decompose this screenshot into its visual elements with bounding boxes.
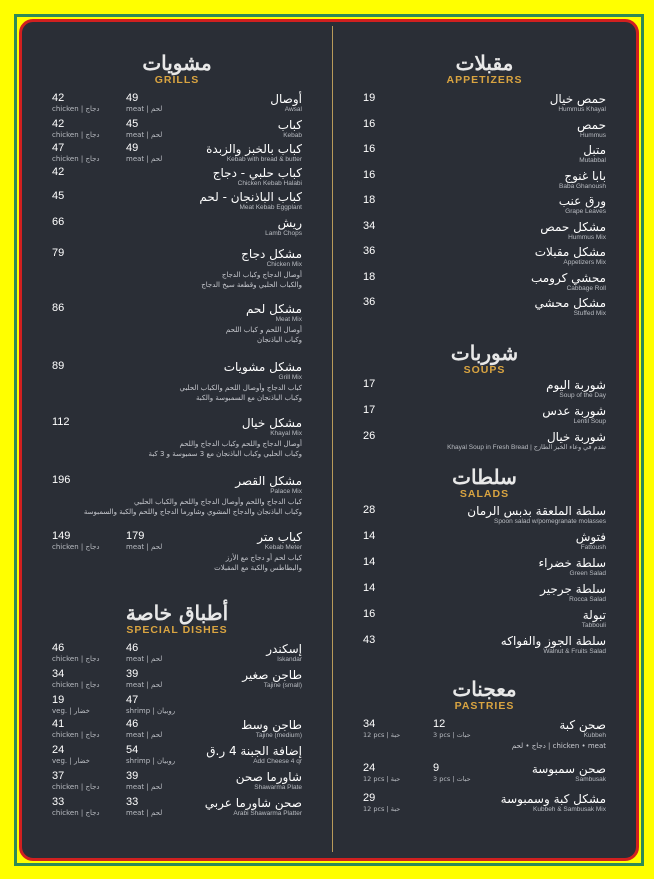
item-name-ar: مشكل مقبلات — [534, 245, 606, 259]
appetizer-item — [333, 143, 636, 167]
item-description: أوصال الدجاج وكباب الدجاج — [221, 271, 302, 279]
item-name-en: Cabbage Roll — [566, 284, 606, 292]
item-name-en: Iskandar — [277, 656, 302, 663]
price-primary-unit: chicken | دجاج — [52, 155, 100, 163]
price-primary: 42 — [52, 118, 65, 130]
item-name-ar: فتوش — [575, 530, 606, 544]
price: 16 — [363, 143, 376, 155]
price-large: 29 — [363, 792, 376, 804]
pastries-heading-en: PASTRIES — [454, 700, 515, 712]
salads-heading — [333, 466, 636, 500]
item-name-en: Khayal Soup in Fresh Bread | تقدم في وعاء الخبز الطازج — [447, 444, 606, 451]
item-name-ar: كباب — [277, 118, 302, 132]
price-large-unit: 12 pcs | حبة — [363, 731, 401, 739]
salads-heading-en: SALADS — [459, 488, 510, 500]
price: 14 — [363, 582, 376, 594]
price: 19 — [363, 92, 376, 104]
item-name-en: Sambusak — [575, 776, 606, 783]
price-primary: 86 — [52, 302, 65, 314]
item-description: كباب لحم أو دجاج مع الأرز — [225, 554, 302, 562]
price-primary: 33 — [52, 796, 65, 808]
item-name-en: Meat Kebab Eggplant — [239, 204, 302, 211]
price-primary: 149 — [52, 530, 71, 542]
item-name-en: Tajine (small) — [263, 682, 302, 689]
price-secondary: 33 — [126, 796, 139, 808]
item-name-en: Kubbeh & Sambusak Mix — [533, 806, 606, 813]
item-name-ar: مشكل خيال — [241, 416, 302, 430]
item-name-en: Stuffed Mix — [573, 310, 606, 317]
grills-heading-ar: مشويات — [142, 51, 212, 75]
appetizer-item — [333, 296, 636, 320]
item-name-en: Grape Leaves — [565, 208, 606, 215]
meat-choice-note: chicken • meat | دجاج • لحم — [511, 742, 606, 750]
price-secondary-unit: meat | لحم — [126, 155, 163, 163]
item-name-en: Kebab with bread & butter — [226, 156, 302, 163]
price-secondary: 46 — [126, 718, 139, 730]
special-heading-ar: أطباق خاصة — [125, 601, 229, 625]
salad-item — [333, 530, 636, 554]
price-primary: 19 — [52, 694, 65, 706]
price-primary: 79 — [52, 247, 65, 259]
special-item — [22, 694, 332, 720]
price-secondary: 54 — [126, 744, 139, 756]
salad-item — [333, 582, 636, 606]
menu-panel — [19, 19, 639, 861]
price-secondary-unit: meat | لحم — [126, 783, 163, 791]
price: 36 — [363, 296, 376, 308]
item-name-ar: شوربة خيال — [546, 430, 606, 444]
price-secondary-unit: meat | لحم — [126, 105, 163, 113]
soups-heading-ar: شوربات — [450, 341, 519, 365]
price-large: 24 — [363, 762, 376, 774]
price: 16 — [363, 608, 376, 620]
item-name-ar: بابا غنوج — [564, 168, 606, 183]
price-primary: 196 — [52, 474, 71, 486]
item-name-en: Soup of the Day — [559, 392, 606, 399]
item-name-en: Lentil Soup — [573, 418, 606, 425]
item-name-en: Grill Mix — [278, 374, 302, 381]
price-primary: 47 — [52, 142, 65, 154]
item-description: وكباب الباذنجان — [257, 336, 302, 344]
price-secondary-unit: meat | لحم — [126, 655, 163, 663]
item-name-ar: إسكندر — [266, 642, 302, 656]
item-name-ar: مشكل حمص — [540, 219, 606, 234]
price-primary: 45 — [52, 190, 65, 202]
item-name-en: Green Salad — [569, 570, 606, 577]
item-name-ar: مشكل كبة وسمبوسة — [500, 792, 606, 806]
item-description: أوصال الدجاج واللحم وكباب الدجاج واللحم — [179, 440, 302, 448]
grill-item — [22, 416, 332, 456]
item-description: كباب الدجاج وأوصال اللحم والكباب الحلبي — [179, 384, 302, 392]
item-name-ar: كباب متر — [257, 530, 302, 544]
item-name-ar: شوربة اليوم — [546, 378, 606, 392]
salad-item — [333, 556, 636, 580]
price-secondary: 45 — [126, 118, 139, 130]
price-primary-unit: chicken | دجاج — [52, 783, 100, 791]
price-primary: 89 — [52, 360, 65, 372]
grills-heading — [22, 52, 332, 86]
grill-item — [22, 247, 332, 287]
item-name-ar: ورق عنب — [558, 194, 606, 208]
price-secondary-unit: shrimp | روبيان — [126, 707, 176, 715]
soup-item — [333, 404, 636, 428]
special-item — [22, 770, 332, 796]
price-primary-unit: chicken | دجاج — [52, 543, 100, 551]
grill-item — [22, 530, 332, 570]
item-name-ar: تبولة — [582, 608, 606, 622]
grills-heading-en: GRILLS — [154, 74, 200, 86]
item-name-en: Hummus Mix — [568, 233, 606, 241]
price: 17 — [363, 404, 376, 416]
price-secondary-unit: meat | لحم — [126, 131, 163, 139]
salad-item — [333, 634, 636, 658]
item-name-ar: مشكل دجاج — [241, 247, 302, 261]
item-name-en: Mutabbal — [579, 157, 606, 164]
price-primary: 34 — [52, 668, 65, 680]
appetizers-heading — [333, 52, 636, 86]
item-name-ar: طاجن صغير — [242, 668, 302, 682]
item-description: والبطاطس والكبة مع المقبلات — [214, 564, 302, 572]
special-item — [22, 668, 332, 694]
price: 43 — [363, 634, 376, 646]
grill-item — [22, 360, 332, 400]
item-name-ar: كباب الباذنجان - لحم — [199, 190, 302, 204]
appetizer-item — [333, 92, 636, 116]
pastries-heading-ar: معجنات — [452, 677, 517, 701]
price-small-unit: 3 pcs | حبات — [433, 775, 471, 783]
item-description: وكباب الباذنجان مع السمبوسة والكبة — [195, 394, 302, 402]
price-small: 9 — [433, 762, 440, 774]
item-name-en: Awsal — [284, 106, 302, 113]
price: 18 — [363, 194, 376, 206]
appetizers-heading-ar: مقبلات — [455, 51, 514, 75]
grill-item — [22, 302, 332, 342]
appetizer-item — [333, 271, 636, 295]
price-small-unit: 3 pcs | حبات — [433, 731, 471, 739]
pastry-item — [333, 762, 636, 792]
price: 26 — [363, 430, 376, 442]
item-name-ar: سلطة جرجير — [540, 582, 606, 596]
price-primary-unit: veg. | خضار — [52, 707, 90, 715]
price-primary-unit: chicken | دجاج — [52, 105, 100, 113]
price-primary-unit: veg. | خضار — [52, 757, 90, 765]
appetizer-item — [333, 118, 636, 142]
price-large-unit: 12 pcs | حبة — [363, 805, 401, 813]
item-name-en: Rocca Salad — [569, 596, 606, 603]
item-name-en: Hummus — [579, 131, 606, 139]
item-name-ar: ريش — [277, 216, 302, 230]
item-name-en: Shawarma Plate — [254, 784, 302, 791]
price-primary-unit: chicken | دجاج — [52, 731, 100, 739]
price: 16 — [363, 168, 376, 181]
price: 14 — [363, 556, 376, 568]
price-primary: 41 — [52, 718, 65, 730]
special-heading-en: SPECIAL DISHES — [126, 624, 228, 636]
appetizer-item — [333, 169, 636, 193]
soups-heading — [333, 342, 636, 376]
item-name-ar: طاجن وسط — [241, 718, 302, 732]
item-name-en: Fattoush — [580, 544, 606, 551]
price-secondary: 49 — [126, 142, 139, 154]
price: 28 — [363, 504, 376, 516]
item-name-en: Kubbeh — [583, 732, 606, 739]
item-name-en: Baba Ghanoush — [559, 182, 606, 190]
item-name-ar: مشكل محشي — [534, 296, 606, 310]
price-small: 12 — [433, 718, 446, 730]
item-name-en: Chicken Mix — [266, 261, 302, 268]
salad-item — [333, 608, 636, 632]
item-description: والكباب الحلبي وقطعة سيخ الدجاج — [201, 281, 302, 289]
price-secondary-unit: meat | لحم — [126, 731, 163, 739]
price-secondary: 179 — [126, 530, 145, 542]
price-secondary-unit: meat | لحم — [126, 543, 163, 551]
item-description: كباب الدجاج واللحم وأوصال الدجاج واللحم والكباب الحلبي — [134, 498, 302, 506]
soup-item — [333, 430, 636, 454]
price-primary: 46 — [52, 642, 65, 654]
special-item — [22, 642, 332, 668]
item-name-en: Spoon salad w/pomegranate molasses — [493, 518, 606, 525]
item-name-en: Chicken Kebab Halabi — [237, 180, 302, 187]
item-name-en: Lamb Chops — [265, 230, 302, 237]
price-secondary-unit: shrimp | روبيان — [126, 757, 176, 765]
price-primary-unit: chicken | دجاج — [52, 131, 100, 139]
item-name-en: Hummus Khayal — [558, 106, 606, 113]
appetizers-heading-en: APPETIZERS — [446, 74, 523, 86]
item-name-ar: كباب بالخبز والزبدة — [206, 142, 302, 156]
item-name-en: Tabbouli — [581, 622, 606, 629]
item-name-ar: شوربة عدس — [542, 404, 606, 418]
item-name-ar: مشكل لحم — [245, 302, 302, 316]
price-secondary: 46 — [126, 642, 139, 654]
item-name-en: Walnut & Fruits Salad — [543, 648, 606, 655]
item-name-en: Appetizers Mix — [563, 259, 606, 266]
appetizer-item — [333, 220, 636, 244]
special-item — [22, 718, 332, 744]
price-primary: 112 — [52, 416, 70, 428]
price-secondary: 39 — [126, 668, 139, 680]
item-description: وكباب الحلبي وكباب الباذنجان مع 3 سمبوسة و 3 كبة — [148, 450, 302, 458]
price-primary: 42 — [52, 92, 65, 104]
price-primary: 42 — [52, 166, 65, 178]
soup-item — [333, 378, 636, 402]
price-primary-unit: chicken | دجاج — [52, 655, 100, 663]
item-name-ar: مشكل القصر — [235, 474, 302, 488]
price-secondary-unit: meat | لحم — [126, 809, 163, 817]
item-name-ar: صحن سمبوسة — [531, 762, 606, 776]
pastry-item — [333, 792, 636, 822]
price-primary: 66 — [52, 216, 65, 228]
soups-heading-en: SOUPS — [463, 364, 506, 376]
price-secondary: 47 — [126, 694, 139, 706]
special-heading — [22, 602, 332, 636]
price-primary-unit: chicken | دجاج — [52, 681, 100, 689]
price-large: 34 — [363, 718, 376, 730]
price-secondary-unit: meat | لحم — [126, 681, 163, 689]
price: 14 — [363, 530, 376, 542]
price: 34 — [363, 219, 376, 232]
item-name-ar: سلطة خضراء — [538, 556, 606, 570]
item-name-ar: أوصال — [270, 92, 302, 106]
price-primary: 37 — [52, 770, 65, 782]
price: 17 — [363, 378, 376, 390]
item-name-ar: محشي كرومب — [530, 270, 606, 285]
item-name-en: Kebab Meter — [264, 544, 302, 551]
item-name-ar: متبل — [583, 143, 606, 157]
item-name-ar: حمص خيال — [549, 92, 606, 106]
item-name-ar: صحن شاورما عربي — [204, 796, 302, 810]
price: 18 — [363, 270, 376, 283]
appetizer-item — [333, 245, 636, 269]
item-name-ar: سلطة الملعقة بدبس الرمان — [467, 504, 606, 518]
price-large-unit: 12 pcs | حبة — [363, 775, 401, 783]
pastry-item — [333, 718, 636, 748]
item-name-ar: مشكل مشويات — [223, 360, 302, 374]
special-item — [22, 744, 332, 770]
price: 16 — [363, 117, 376, 130]
item-description: أوصال اللحم و كباب اللحم — [225, 326, 302, 334]
special-item — [22, 796, 332, 822]
item-name-ar: إضافة الجبنة 4 ر.ق — [206, 744, 302, 758]
item-name-en: Kebab — [283, 132, 302, 139]
item-name-en: Palace Mix — [270, 488, 302, 495]
item-name-en: Tajine (medium) — [255, 732, 302, 739]
item-name-en: Khayal Mix — [270, 430, 302, 437]
item-name-ar: حمص — [576, 117, 606, 132]
right-column — [333, 22, 636, 858]
item-name-en: Meat Mix — [275, 316, 302, 323]
grill-item — [22, 474, 332, 514]
pastries-heading — [333, 678, 636, 712]
item-name-ar: صحن كبة — [559, 718, 606, 732]
item-name-en: Arabi Shawarma Platter — [233, 810, 302, 817]
salads-heading-ar: سلطات — [452, 465, 517, 489]
price: 36 — [363, 245, 376, 257]
item-name-ar: شاورما صحن — [235, 770, 302, 784]
price-primary: 24 — [52, 744, 65, 756]
item-name-en: Add Cheese 4 qr — [253, 758, 302, 765]
price-primary-unit: chicken | دجاج — [52, 809, 100, 817]
price-secondary: 39 — [126, 770, 139, 782]
left-column — [22, 22, 332, 858]
item-description: وكباب الباذنجان والدجاج المشوي وشاورما الدجاج واللحم والكبة والسمبوسة — [83, 508, 302, 516]
price-secondary: 49 — [126, 92, 139, 104]
item-name-ar: كباب حلبي - دجاج — [212, 166, 302, 180]
appetizer-item — [333, 194, 636, 218]
item-name-ar: سلطة الجوز والفواكه — [500, 634, 606, 648]
salad-item — [333, 504, 636, 528]
